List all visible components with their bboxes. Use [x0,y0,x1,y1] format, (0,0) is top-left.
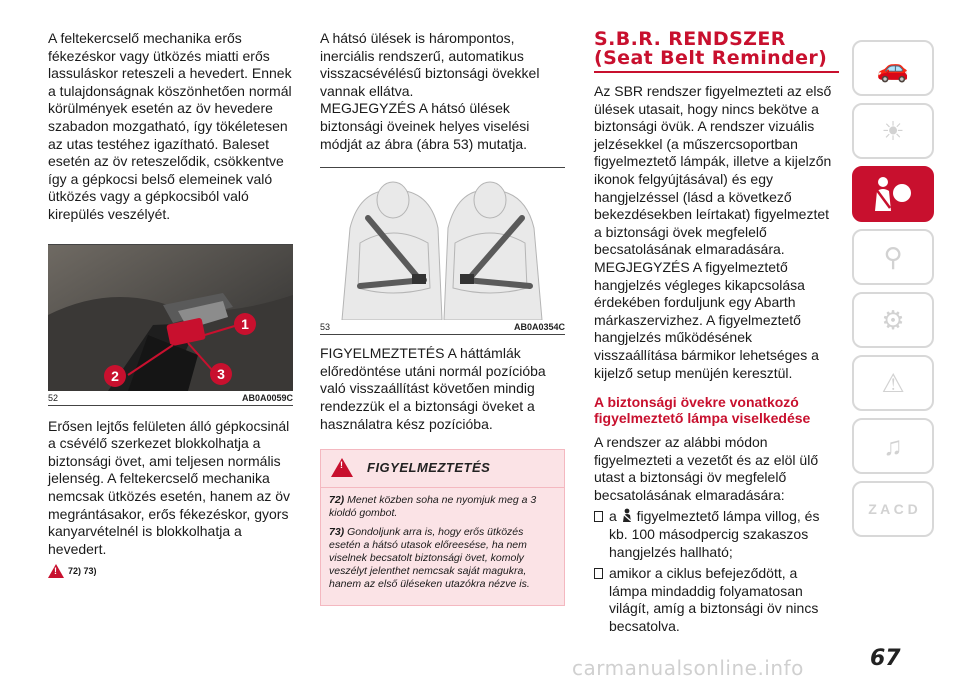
column-1 [48,30,293,578]
car-icon: 🚗 [876,52,910,83]
warning-reference [48,564,293,578]
column-2 [320,30,565,606]
paragraph-behavior: A rendszer az alábbi módon figyelmezteti a vezetőt és az elöl ülő utast a biztonsági öv megfelelő becsatolásának elmaradására: [594,434,819,503]
paragraph-warning-seatback: FIGYELMEZTETÉS A háttámlák előredöntése utáni normál pozícióba való visszaállítást követően mindig rendezzük el a biztonsági öveket a használatra kész pozícióba. [320,345,546,432]
watermark: carmanualsonline.info [572,656,804,680]
warning-body [321,488,564,605]
warning-title: FIGYELMEZTETÉS [367,460,491,476]
paragraph-retractor: A feltekercselő mechanika erős fékezéskor vagy ütközés miatti erős lassuláskor reteszeli a hevedert. Ennek a tulajdonságnak köszönhetően normál körülmények esetén az öv hevedere szabadon mozgatható, így tökéletesen az utas testéhez igazítható. Baleset esetén az öv reteszelődik, csökkentve így a gépkocsi belső elemeinek való ütközés vagy a gépkocsiból való kirepülés veszélyét. [48,30,292,222]
warning-header [321,450,564,488]
figure-code: AB0A0354C [513,322,565,333]
page-number: 67 [870,646,901,671]
tab-maintenance[interactable] [852,292,934,348]
tab-safety[interactable] [852,166,934,222]
paragraph-rear-seats: A hátsó ülések is hárompontos, inerciális rendszerű, automatikus visszacsévélésű biztonsági övekkel vannak ellátva. [320,30,540,99]
tab-car[interactable] [852,40,934,96]
tab-dashboard-lights[interactable] [852,103,934,159]
tab-index[interactable] [852,481,934,537]
warning-triangle-icon: ⚠ [881,367,905,398]
list-item [594,508,839,561]
paragraph-slope: Erősen lejtős felületen álló gépkocsinál a csévélő szerkezet blokkolhatja a biztonsági övet, ami teljesen normális jelenség. A feltekercselő mechanika nemcsak ütközés esetén, hanem az öv megrántásakor, erős fékezéskor, gyors kanyarvételnél is blokkolhatja a hevedert. [48,417,291,557]
callout-3: 3 [210,363,232,385]
warning-item [329,526,556,591]
bullet-text: amikor a ciklus befejeződött, a lámpa mindaddig folyamatosan világít, amíg a biztonsági öv nincs becsatolva. [609,565,819,635]
figure-code: AB0A0059C [241,392,293,403]
chapter-tabs [852,40,932,544]
warning-triangle-icon [48,564,64,578]
warning-item-number: 73) [329,526,345,539]
bullet-square-icon [594,568,603,579]
list-item [594,565,839,635]
column-3 [594,30,839,636]
paragraph-note: MEGJEGYZÉS A hátsó ülések biztonsági öveinek helyes viselési módját az ábra (ábra 53) mutatja. [320,100,530,152]
figure-number: 53 [320,322,331,333]
wrench-car-icon: ⚙ [881,304,905,335]
tab-start-drive[interactable] [852,229,934,285]
callout-1: 1 [234,313,256,335]
seatbelt-airbag-icon [871,175,915,213]
bullet-square-icon [594,511,603,522]
callout-2: 2 [104,365,126,387]
tab-multimedia[interactable] [852,418,934,474]
multimedia-icon: ♫ [883,430,903,461]
seatbelt-warning-light-icon [621,508,633,523]
seatbelt-buckle-photo [48,245,293,391]
warning-item-text: Gondoljunk arra is, hogy erős ütközés esetén a hátsó utasok előreesése, ha nem viselnek becsatolt biztonsági övet, komoly veszélyt jelenthet nemcsak saját magukra, hanem az első üléseken utazókra nézve is. [329,526,530,591]
warning-triangle-icon [331,458,353,477]
warning-box [320,449,565,606]
figure-number: 52 [48,392,59,403]
tab-emergency[interactable] [852,355,934,411]
key-steering-icon: ⚲ [883,241,903,272]
paragraph-sbr-note: MEGJEGYZÉS A figyelmeztető hangjelzés végleges kikapcsolása érdekében forduljunk egy Abarth márkaszervizhez. A figyelmeztető hangjelzés működésének visszaállítása bármikor lehetséges a kijelző setup menüjén keresztül. [594,258,819,381]
figure-caption [48,391,293,405]
warning-item-number: 72) [329,494,345,507]
warning-reference-numbers: 72) 73) [68,566,97,577]
section-title: S.B.R. RENDSZER (Seat Belt Reminder) [594,30,839,73]
warning-item [329,494,556,520]
bullet-text: figyelmeztető lámpa villog, és kb. 100 másodpercig szakaszos hangjelzés hallható; [609,508,820,560]
paragraph-sbr: Az SBR rendszer figyelmezteti az első ülések utasait, hogy nincs bekötve a biztonsági övük. A rendszer vizuális jelzésekkel (a műszercsoportban figyelmeztető lámpák, illetve a kijelzőn ikonok felgyújtásával) és egy hangjelzéssel (lásd a következő bekezdésekben leírtakat) figyelmeztet a biztonsági övek megfelelő becsatolásának elmaradására. [594,83,832,258]
figure-caption [320,320,565,334]
figure-52 [48,244,293,406]
warning-item-text: Menet közben soha ne nyomjuk meg a 3 kioldó gombot. [329,494,537,520]
index-icon: Z A C D [868,501,918,517]
rear-seats-illustration [320,168,565,320]
figure-53 [320,167,565,335]
subsection-title: A biztonsági övekre vonatkozó figyelmeztető lámpa viselkedése [594,394,811,427]
dashboard-lights-icon: ☀ [881,115,905,146]
bullet-text-pre: a [609,508,617,525]
